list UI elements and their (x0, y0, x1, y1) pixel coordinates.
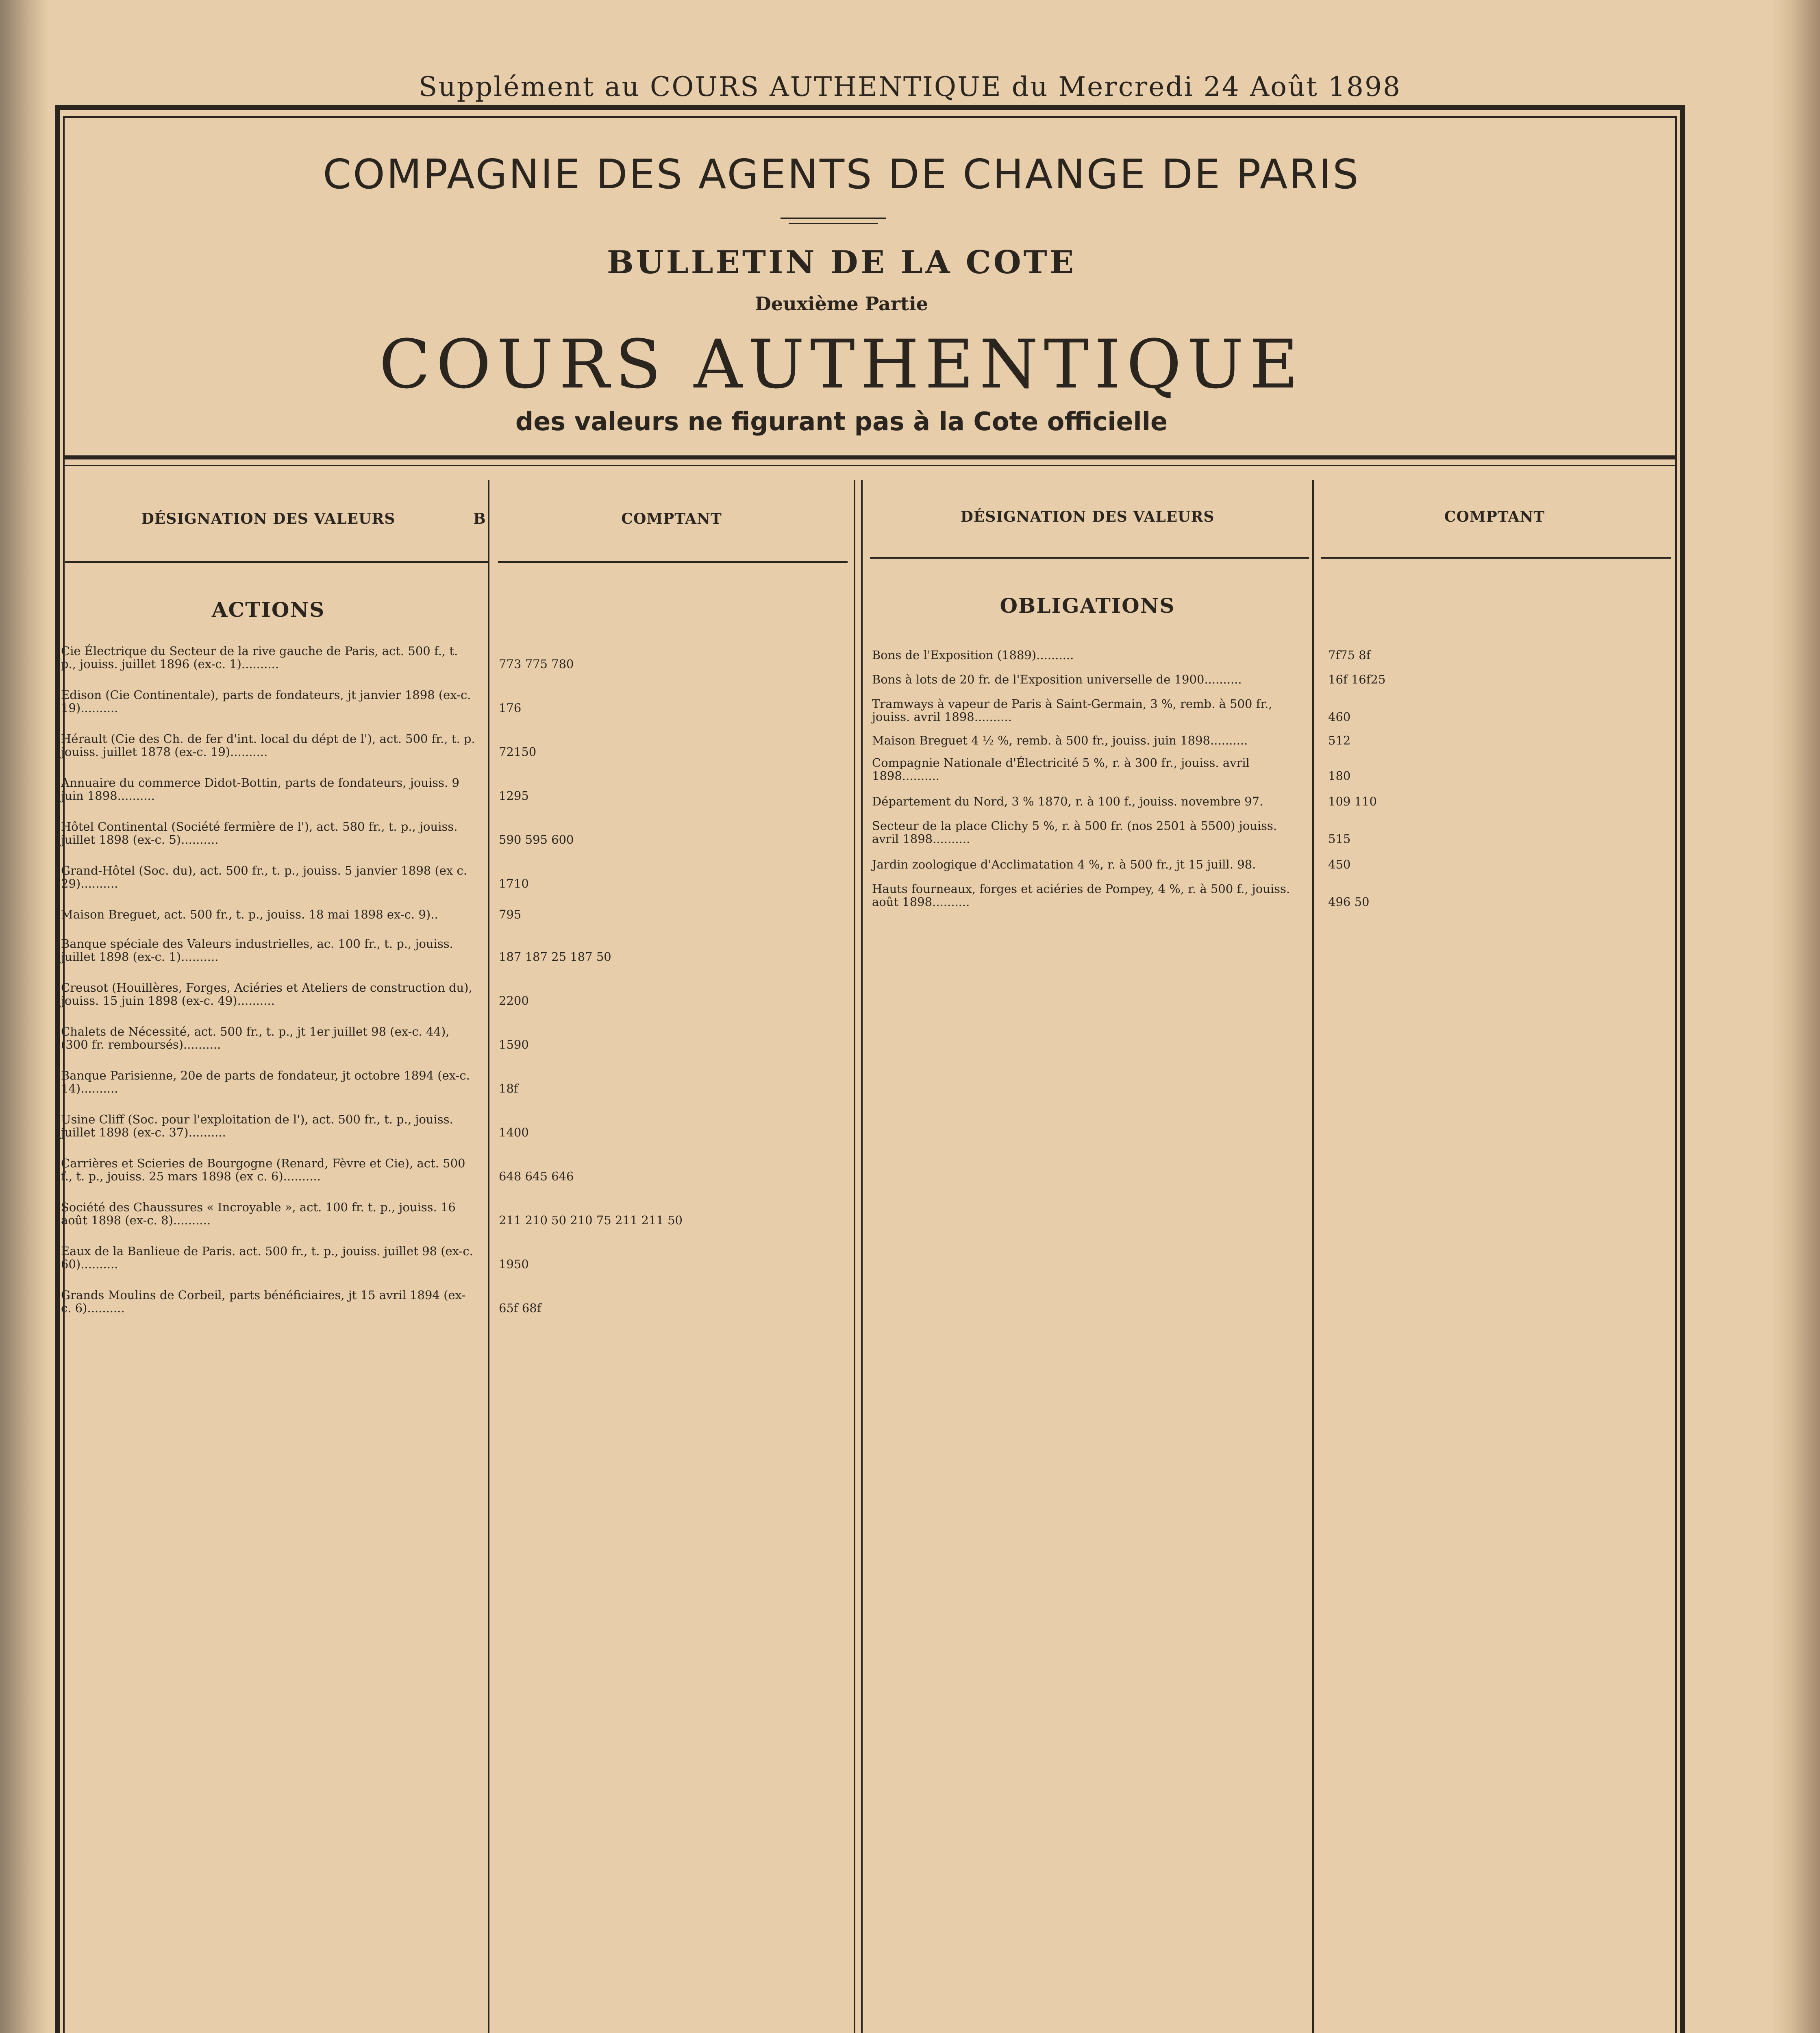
price: 7f75 8f (1328, 648, 1371, 662)
price: 1950 (499, 1257, 529, 1271)
price: 176 (499, 701, 522, 715)
list-item: Grand-Hôtel (Soc. du), act. 500 fr., t. p., jouiss. 5 janvier 1898 (ex c. 29).......... 1710 (61, 864, 529, 890)
header-separator-thin (63, 465, 1677, 466)
col-b-heading: B (473, 510, 486, 527)
bulletin-title: BULLETIN DE LA COTE (607, 244, 1076, 281)
actions-list (61, 644, 683, 1332)
list-item: Tramways à vapeur de Paris à Saint-Germain, 3 %, remb. à 500 fr., jouiss. avril 1898.......... 460 (872, 697, 1351, 724)
list-item: Compagnie Nationale d'Électricité 5 %, r. à 300 fr., jouiss. avril 1898.......... 180 (872, 756, 1351, 783)
frame-right-inner (1675, 116, 1677, 2033)
frame-top (55, 105, 1685, 110)
price: 1710 (499, 877, 529, 890)
price: 2200 (499, 994, 529, 1008)
price: 65f 68f (499, 1301, 541, 1315)
col-comptant-right-heading: COMPTANT (1444, 508, 1545, 525)
list-item: Chalets de Nécessité, act. 500 fr., t. p., jt 1er juillet 98 (ex-c. 44), (300 fr. remboursés).......... 1590 (61, 1025, 529, 1051)
list-item: Carrières et Scieries de Bourgogne (Renard, Fèvre et Cie), act. 500 f., t. p., jouiss. 25 mars 1898 (ex c. 6).......... 648 645 646 (61, 1156, 574, 1183)
list-item: Bons à lots de 20 fr. de l'Exposition universelle de 1900.......... 16f 16f25 (872, 673, 1386, 686)
heading-rule-right-a (870, 557, 1309, 559)
list-item: Edison (Cie Continentale), parts de fondateurs, jt janvier 1898 (ex-c. 19).......... 176 (61, 688, 522, 715)
part-label: Deuxième Partie (755, 293, 928, 315)
heading-rule-right-b (1321, 557, 1671, 559)
price: 1295 (499, 789, 529, 803)
supplement-line: Supplément au COURS AUTHENTIQUE du Mercredi 24 Août 1898 (419, 71, 1401, 102)
col-designation-right-heading: DÉSIGNATION DES VALEURS (960, 508, 1215, 525)
col-designation-heading: DÉSIGNATION DES VALEURS (141, 510, 396, 527)
price: 773 775 780 (499, 657, 574, 671)
list-item: Cie Électrique du Secteur de la rive gauche de Paris, act. 500 f., t. p., jouiss. juillet 1896 (ex-c. 1).......... 773 775 780 (61, 644, 574, 671)
list-item: Maison Breguet, act. 500 fr., t. p., jouiss. 18 mai 1898 ex-c. 9).. 795 (61, 908, 522, 921)
price: 16f 16f25 (1328, 673, 1386, 686)
obligations-list (872, 648, 1386, 921)
list-item: Maison Breguet 4 ½ %, remb. à 500 fr., jouiss. juin 1898.......... 512 (872, 734, 1351, 747)
list-item: Banque spéciale des Valeurs industrielles, ac. 100 fr., t. p., jouiss. juillet 1898 (ex-c. 1).......... 187 187 25 187 50 (61, 937, 611, 964)
price: 512 (1328, 734, 1351, 747)
list-item: Eaux de la Banlieue de Paris. act. 500 fr., t. p., jouiss. juillet 98 (ex-c. 60).......... 1950 (61, 1244, 529, 1271)
price: 795 (499, 908, 522, 921)
price: 180 (1328, 769, 1351, 783)
actions-heading: ACTIONS (211, 598, 325, 622)
header-separator (63, 455, 1677, 459)
list-item: Jardin zoologique d'Acclimatation 4 %, r. à 500 fr., jt 15 juill. 98. 450 (872, 858, 1351, 871)
price: 590 595 600 (499, 833, 574, 847)
price: 109 110 (1328, 794, 1377, 808)
list-item: Hôtel Continental (Société fermière de l'), act. 580 fr., t. p., jouiss. juillet 1898 (ex-c. 5).......... 590 595 600 (61, 820, 574, 847)
list-item: Secteur de la place Clichy 5 %, r. à 500 fr. (nos 2501 à 5500) jouiss. avril 1898.......... 515 (872, 819, 1351, 846)
col-rule-3 (861, 480, 863, 2033)
price: 211 210 50 210 75 211 211 50 (499, 1213, 683, 1227)
price: 460 (1328, 710, 1351, 724)
list-item: Hérault (Cie des Ch. de fer d'int. local du dépt de l'), act. 500 fr., t. p. jouiss. juillet 1878 (ex-c. 19).......... 72150 (61, 732, 537, 759)
list-item: Creusot (Houillères, Forges, Aciéries et Ateliers de construction du), jouiss. 15 juin 1898 (ex-c. 49).......... 2200 (61, 981, 529, 1008)
list-item: Annuaire du commerce Didot-Bottin, parts de fondateurs, jouiss. 9 juin 1898.......... 1295 (61, 776, 529, 803)
right-page-edge (1771, 0, 1820, 2033)
col-rule-1 (488, 480, 489, 2033)
title-underline (781, 218, 886, 219)
title-underline-2 (789, 223, 878, 224)
company-title: COMPAGNIE DES AGENTS DE CHANGE DE PARIS (323, 150, 1360, 198)
price: 18f (499, 1082, 518, 1095)
frame-top-inner (63, 116, 1677, 118)
col-comptant-heading: COMPTANT (621, 510, 722, 527)
price: 515 (1328, 832, 1351, 846)
heading-rule-left-b (498, 561, 848, 563)
cours-title: COURS AUTHENTIQUE (379, 325, 1304, 403)
list-item: Département du Nord, 3 % 1870, r. à 100 f., jouiss. novembre 97. 109 110 (872, 794, 1377, 808)
price: 648 645 646 (499, 1169, 574, 1183)
price: 1400 (499, 1125, 529, 1139)
list-item: Bons de l'Exposition (1889).......... 7f75 8f (872, 648, 1371, 662)
price: 72150 (499, 745, 537, 759)
list-item: Usine Cliff (Soc. pour l'exploitation de l'), act. 500 fr., t. p., jouiss. juillet 1898 (ex-c. 37).......... 1400 (61, 1112, 529, 1139)
list-item: Grands Moulins de Corbeil, parts bénéficiaires, jt 15 avril 1894 (ex-c. 6).......... 65f 68f (61, 1288, 541, 1315)
heading-rule-left-a (65, 561, 488, 563)
list-item: Banque Parisienne, 20e de parts de fondateur, jt octobre 1894 (ex-c. 14).......... 18f (61, 1069, 518, 1095)
price: 187 187 25 187 50 (499, 950, 611, 964)
price: 450 (1328, 858, 1351, 871)
obligations-heading: OBLIGATIONS (1000, 594, 1175, 618)
list-item: Société des Chaussures « Incroyable », act. 100 fr. t. p., jouiss. 16 août 1898 (ex-c. 8).......... 211 210 50 210 75 211 211 50 (61, 1200, 683, 1227)
list-item: Hauts fourneaux, forges et aciéries de Pompey, 4 %, r. à 500 f., jouiss. août 1898.......... 496 50 (872, 882, 1370, 909)
col-rule-2 (854, 480, 855, 2033)
price: 496 50 (1328, 895, 1370, 909)
subtitle: des valeurs ne figurant pas à la Cote officielle (515, 407, 1168, 436)
price: 1590 (499, 1038, 529, 1051)
